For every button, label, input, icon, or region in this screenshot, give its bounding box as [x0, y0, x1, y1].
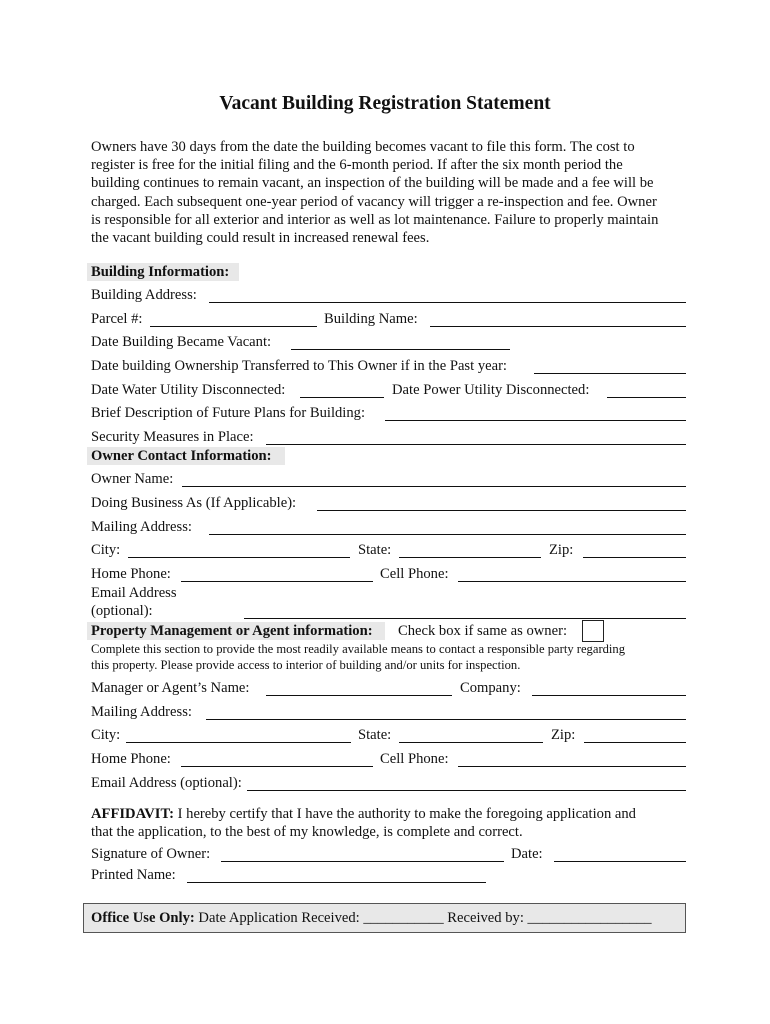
intro-line: charged. Each subsequent one-year period of vacancy will trigger a re-inspection and fee. Owner	[91, 193, 657, 210]
owner-home-phone-label: Home Phone:	[91, 566, 171, 582]
affidavit-date-label: Date:	[511, 846, 543, 862]
water-disconnect-label: Date Water Utility Disconnected:	[91, 382, 286, 398]
water-disconnect-field[interactable]	[300, 397, 384, 398]
agent-city-field[interactable]	[126, 742, 351, 743]
owner-name-label: Owner Name:	[91, 471, 174, 487]
agent-zip-field[interactable]	[584, 742, 686, 743]
agent-note-line1: Complete this section to provide the most readily available means to contact a responsible party regarding	[91, 642, 626, 656]
intro-line: Owners have 30 days from the date the building becomes vacant to file this form. The cost to	[91, 139, 635, 155]
owner-cell-phone-label: Cell Phone:	[380, 566, 449, 582]
agent-state-label: State:	[358, 727, 392, 743]
intro-paragraph	[91, 138, 691, 247]
intro-line: building continues to remain vacant, an inspection of the building will be made and a fee will be	[91, 175, 654, 192]
owner-zip-field[interactable]	[583, 557, 686, 558]
security-measures-field[interactable]	[266, 444, 686, 445]
agent-section-header: Property Management or Agent information:	[91, 623, 373, 639]
owner-email-field[interactable]	[244, 618, 686, 619]
agent-email-field[interactable]	[247, 790, 686, 791]
intro-line: register is free for the initial filing and the 6-month period. If after the six month period the	[91, 157, 623, 174]
owner-city-label: City:	[91, 542, 121, 558]
power-disconnect-field[interactable]	[607, 397, 686, 398]
agent-home-phone-label: Home Phone:	[91, 751, 171, 767]
affidavit-text-line2: that the application, to the best of my knowledge, is complete and correct.	[91, 824, 523, 840]
future-plans-field[interactable]	[385, 420, 686, 421]
future-plans-label: Brief Description of Future Plans for Building:	[91, 405, 366, 421]
agent-name-field[interactable]	[266, 695, 452, 696]
affidavit-label: AFFIDAVIT:	[91, 806, 174, 822]
owner-name-field[interactable]	[182, 486, 686, 487]
owner-mailing-field[interactable]	[209, 534, 686, 535]
owner-city-field[interactable]	[128, 557, 350, 558]
signature-label: Signature of Owner:	[91, 846, 211, 862]
owner-state-field[interactable]	[399, 557, 541, 558]
agent-home-phone-field[interactable]	[181, 766, 373, 767]
affidavit-line1	[91, 805, 636, 823]
same-as-owner-label: Check box if same as owner:	[398, 623, 567, 639]
agent-city-label: City:	[91, 727, 121, 743]
agent-mailing-label: Mailing Address:	[91, 704, 192, 720]
agent-company-field[interactable]	[532, 695, 686, 696]
dba-label: Doing Business As (If Applicable):	[91, 495, 297, 511]
security-measures-label: Security Measures in Place:	[91, 429, 254, 445]
parcel-field[interactable]	[150, 326, 317, 327]
owner-home-phone-field[interactable]	[181, 581, 373, 582]
printed-name-field[interactable]	[187, 882, 486, 883]
agent-zip-label: Zip:	[551, 727, 576, 743]
parcel-label: Parcel #:	[91, 311, 143, 327]
owner-mailing-label: Mailing Address:	[91, 519, 192, 535]
same-as-owner-checkbox[interactable]	[582, 620, 604, 642]
power-disconnect-label: Date Power Utility Disconnected:	[392, 382, 590, 398]
vacant-date-field[interactable]	[291, 349, 510, 350]
agent-note-line2: this property. Please provide access to interior of building and/or units for inspection.	[91, 658, 521, 672]
agent-cell-phone-field[interactable]	[458, 766, 686, 767]
dba-field[interactable]	[317, 510, 686, 511]
building-section-header: Building Information:	[87, 263, 239, 281]
agent-company-label: Company:	[460, 680, 521, 696]
owner-email-label-line1: Email Address	[91, 585, 177, 601]
office-received-by: Received by: _________________	[447, 910, 652, 926]
owner-section-header: Owner Contact Information:	[87, 447, 285, 465]
page-title: Vacant Building Registration Statement	[219, 93, 551, 114]
owner-state-label: State:	[358, 542, 392, 558]
signature-field[interactable]	[221, 861, 504, 862]
affidavit-text-line1: I hereby certify that I have the authority to make the foregoing application and	[177, 806, 636, 822]
agent-mailing-field[interactable]	[206, 719, 686, 720]
intro-line: is responsible for all exterior and interior as well as lot maintenance. Failure to properly maintain	[91, 211, 659, 228]
building-address-field[interactable]	[209, 302, 686, 303]
office-use-row	[91, 909, 652, 927]
affidavit-date-field[interactable]	[554, 861, 686, 862]
owner-email-label-line2: (optional):	[91, 603, 153, 619]
ownership-transfer-label: Date building Ownership Transferred to This Owner if in the Past year:	[91, 358, 507, 374]
vacant-date-label: Date Building Became Vacant:	[91, 334, 272, 350]
building-name-field[interactable]	[430, 326, 686, 327]
office-use-label: Office Use Only:	[91, 910, 195, 926]
office-received-date: Date Application Received: ___________	[198, 910, 444, 926]
agent-state-field[interactable]	[399, 742, 543, 743]
owner-cell-phone-field[interactable]	[458, 581, 686, 582]
agent-name-label: Manager or Agent’s Name:	[91, 680, 250, 696]
ownership-transfer-field[interactable]	[534, 373, 686, 374]
printed-name-label: Printed Name:	[91, 867, 176, 883]
building-address-label: Building Address:	[91, 287, 197, 303]
agent-email-label: Email Address (optional):	[91, 775, 242, 791]
agent-cell-phone-label: Cell Phone:	[380, 751, 449, 767]
building-name-label: Building Name:	[324, 311, 418, 327]
owner-zip-label: Zip:	[549, 542, 574, 558]
intro-line: the vacant building could result in increased renewal fees.	[91, 230, 430, 247]
